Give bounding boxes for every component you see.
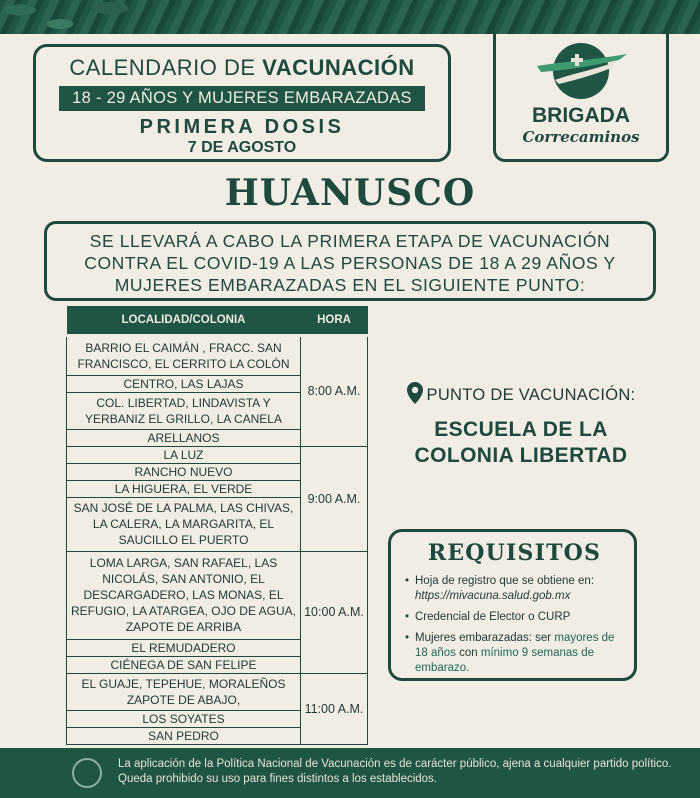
registration-url-link[interactable]: https://mivacuna.salud.gob.mx xyxy=(415,590,571,602)
locality-cell: ARELLANOS xyxy=(67,429,301,446)
requirement-accent: mayores de 18 años xyxy=(415,632,615,659)
hour-cell: 11:00 A.M. xyxy=(301,673,368,744)
dose-label: PRIMERA DOSIS xyxy=(139,116,345,138)
requirement-text: Hoja de registro que se obtiene en: xyxy=(415,575,595,587)
requirement-item xyxy=(405,631,624,676)
intro-line-2: CONTRA EL COVID-19 A LAS PERSONAS DE 18 A 29 AÑOS Y xyxy=(84,253,616,273)
col-header-hour: HORA xyxy=(301,306,368,335)
requirements-title: REQUISITOS xyxy=(427,540,602,566)
brand-name: BRIGADA xyxy=(532,104,630,127)
hour-cell: 8:00 A.M. xyxy=(301,335,368,446)
footer-disclaimer: La aplicación de la Política Nacional de Vacunación es de carácter público, ajena a cualquier partido político. Queda prohibido su uso para fines distintos a los establecidos. xyxy=(118,758,672,785)
locality-cell: LA HIGUERA, EL VERDE xyxy=(67,480,301,497)
intro-line-1: SE LLEVARÁ A CABO LA PRIMERA ETAPA DE VACUNACIÓN xyxy=(89,231,611,251)
locality-cell: EL GUAJE, TEPEHUE, MORALEÑOS ZAPOTE DE ABAJO, xyxy=(67,673,301,710)
brand-subtitle: Correcaminos xyxy=(522,128,640,146)
requirement-text: Credencial de Elector o CURP xyxy=(415,611,571,623)
locality-cell: SAN PEDRO xyxy=(67,727,301,744)
requirement-text: Mujeres embarazadas: ser xyxy=(415,632,552,644)
calendar-label-bold: VACUNACIÓN xyxy=(262,55,415,80)
intro-box xyxy=(44,221,656,301)
calendar-title xyxy=(36,55,448,81)
requirement-item xyxy=(405,574,624,604)
requirement-item xyxy=(405,610,624,625)
vaccination-point-name xyxy=(390,417,652,469)
locality-cell: LA LUZ xyxy=(67,446,301,463)
vaccination-point-heading xyxy=(390,382,652,409)
intro-line-3: MUJERES EMBARAZADAS EN EL SIGUIENTE PUNTO: xyxy=(114,275,586,295)
brigada-brand-box xyxy=(493,32,669,162)
locality-cell: LOS SOYATES xyxy=(67,710,301,727)
requirement-accent: mínimo 9 semanas de embarazo. xyxy=(415,647,595,674)
hour-cell: 10:00 A.M. xyxy=(301,551,368,673)
age-group-band: 18 - 29 AÑOS Y MUJERES EMBARAZADAS xyxy=(59,86,425,111)
vaccination-point-block xyxy=(390,382,652,469)
col-header-locality: LOCALIDAD/COLONIA xyxy=(67,306,301,335)
table-header-row xyxy=(67,306,368,335)
locality-cell: RANCHO NUEVO xyxy=(67,463,301,480)
top-decorative-pattern xyxy=(0,0,700,34)
schedule-table xyxy=(66,306,368,745)
locality-cell: SAN JOSÉ DE LA PALMA, LAS CHIVAS, LA CALERA, LA MARGARITA, EL SAUCILLO EL PUERTO xyxy=(67,497,301,551)
location-pin-icon xyxy=(407,382,423,409)
calendar-header-box xyxy=(33,44,451,162)
vaccination-point-label: PUNTO DE VACUNACIÓN: xyxy=(426,386,636,404)
government-seal-icon xyxy=(72,758,102,788)
requirement-text: con xyxy=(459,647,478,659)
vaccination-point-name-line-2: COLONIA LIBERTAD xyxy=(414,444,628,467)
table-row xyxy=(67,551,368,639)
hour-cell: 9:00 A.M. xyxy=(301,446,368,551)
vaccination-point-name-line-1: ESCUELA DE LA xyxy=(434,418,608,441)
table-row xyxy=(67,446,368,463)
calendar-label: CALENDARIO DE xyxy=(69,55,256,80)
brigada-roadrunner-logo xyxy=(531,40,631,102)
requirements-list xyxy=(405,574,624,676)
locality-cell: LOMA LARGA, SAN RAFAEL, LAS NICOLÁS, SAN ANTONIO, EL DESCARGADERO, LAS MONAS, EL REFUGIO, LA ATARGEA, OJO DE AGUA, ZAPOTE DE ARRIBA xyxy=(67,551,301,639)
footer-band xyxy=(0,748,700,798)
date-label: 7 DE AGOSTO xyxy=(187,139,297,156)
locality-cell: BARRIO EL CAIMÁN , FRACC. SAN FRANCISCO, EL CERRITO LA COLÓN xyxy=(67,335,301,375)
table-row xyxy=(67,335,368,375)
town-title: HUANUSCO xyxy=(224,172,476,214)
locality-cell: COL. LIBERTAD, LINDAVISTA Y YERBANIZ EL GRILLO, LA CANELA xyxy=(67,392,301,429)
locality-cell: CIÉNEGA DE SAN FELIPE xyxy=(67,656,301,673)
locality-cell: EL REMUDADERO xyxy=(67,639,301,656)
requirements-box xyxy=(388,529,637,681)
locality-cell: CENTRO, LAS LAJAS xyxy=(67,375,301,392)
table-row xyxy=(67,673,368,710)
